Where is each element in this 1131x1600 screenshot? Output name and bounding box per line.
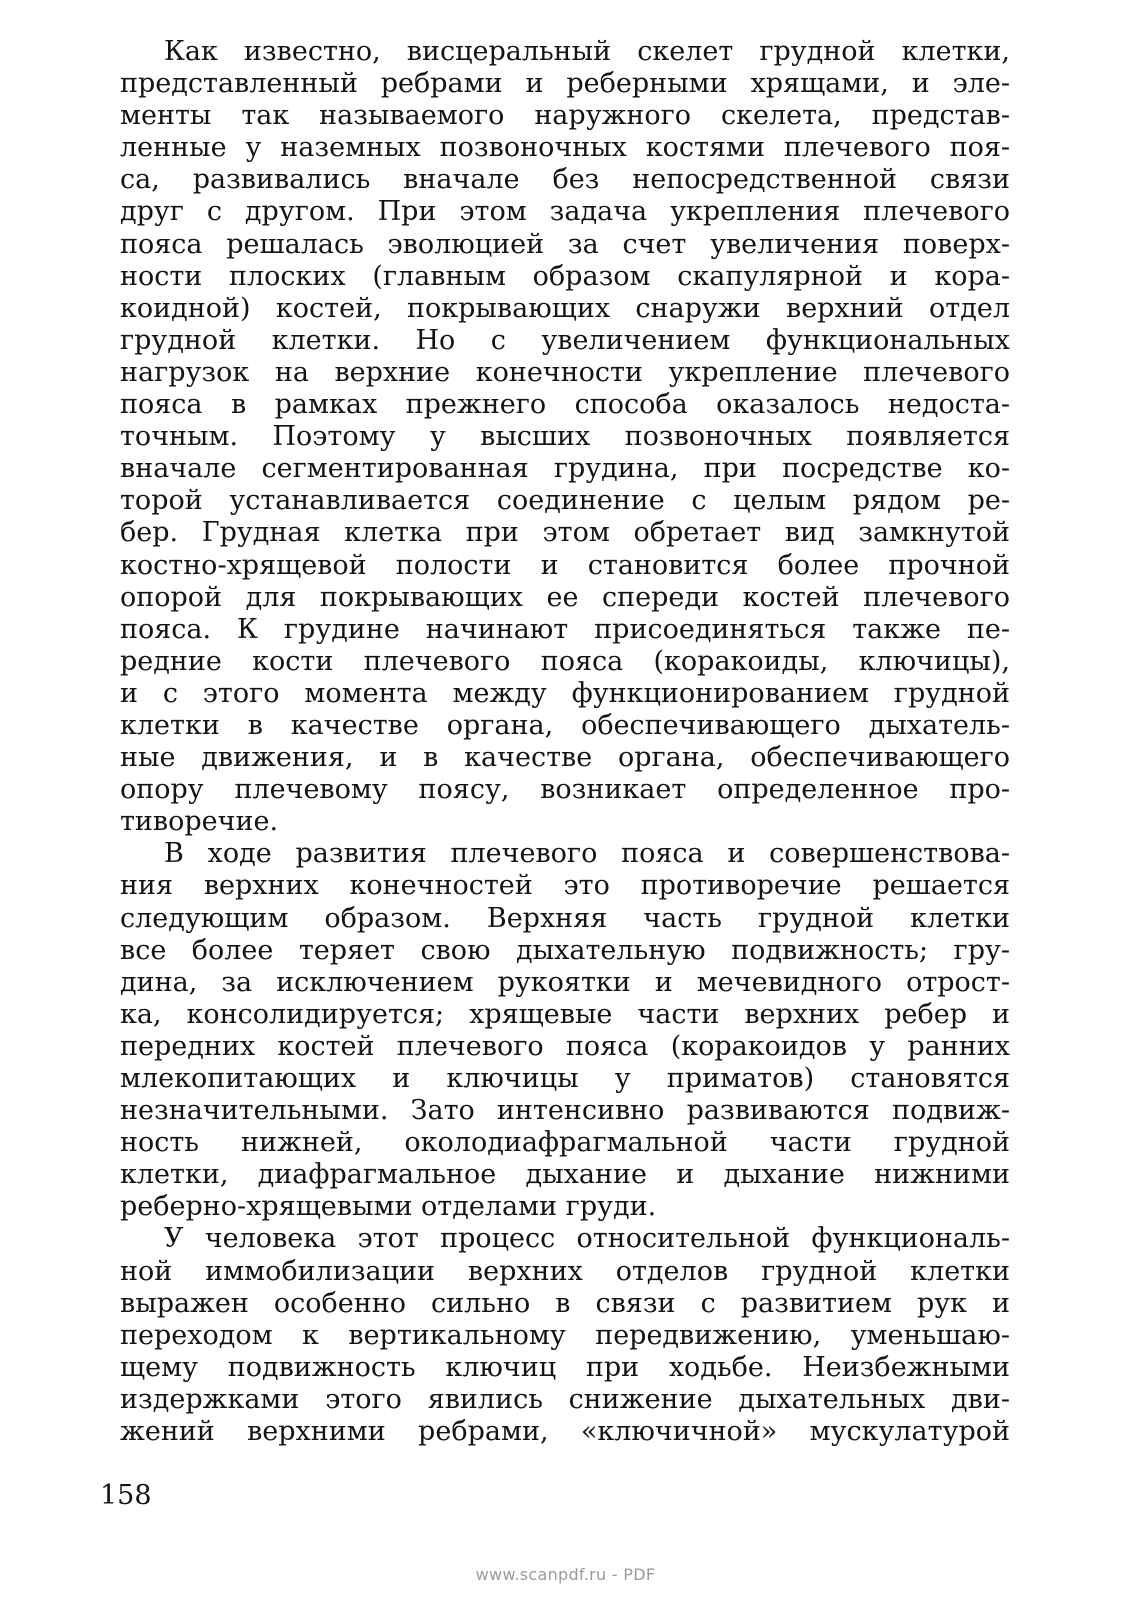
- text-line: передних костей плечевого пояса (коракоидов у ранних: [120, 1030, 1010, 1062]
- text-line: щему подвижность ключиц при ходьбе. Неизбежными: [120, 1351, 1010, 1383]
- text-line: выражен особенно сильно в связи с развитием рук и: [120, 1287, 1010, 1319]
- text-line: дина, за исключением рукоятки и мечевидного отрост-: [120, 966, 1010, 998]
- text-line: ной иммобилизации верхних отделов грудной клетки: [120, 1255, 1010, 1287]
- text-line: В ходе развития плечевого пояса и совершенствова-: [164, 838, 1010, 870]
- page-number: 158: [100, 1480, 152, 1511]
- text-line: пояса решалась эволюцией за счет увеличения поверх-: [120, 228, 1010, 260]
- text-line: точным. Поэтому у высших позвоночных появляется: [120, 421, 1010, 453]
- text-line: ка, консолидируется; хрящевые части верхних ребер и: [120, 998, 1010, 1030]
- text-line: представленный ребрами и реберными хрящами, и эле-: [120, 68, 1010, 100]
- text-line: незначительными. Зато интенсивно развиваются подвиж-: [120, 1095, 1010, 1127]
- text-line: пояса. К грудине начинают присоединяться также пе-: [120, 613, 1010, 645]
- text-line: клетки, диафрагмальное дыхание и дыхание нижними: [120, 1159, 1010, 1191]
- text-line: опору плечевому поясу, возникает определенное про-: [120, 774, 1010, 806]
- text-line: и с этого момента между функционированием грудной: [120, 677, 1010, 709]
- text-line: редние кости плечевого пояса (коракоиды, ключицы),: [120, 645, 1010, 677]
- text-line: бер. Грудная клетка при этом обретает вид замкнутой: [120, 517, 1010, 549]
- text-line: вначале сегментированная грудина, при посредстве ко-: [120, 453, 1010, 485]
- text-line: ные движения, и в качестве органа, обеспечивающего: [120, 742, 1010, 774]
- body-text: [120, 36, 1010, 1448]
- text-line: грудной клетки. Но с увеличением функциональных: [120, 324, 1010, 356]
- text-line: торой устанавливается соединение с целым рядом ре-: [120, 485, 1010, 517]
- text-line: клетки в качестве органа, обеспечивающего дыхатель-: [120, 709, 1010, 741]
- text-line: жений верхними ребрами, «ключичной» мускулатурой: [120, 1416, 1010, 1448]
- text-line: ленные у наземных позвоночных костями плечевого поя-: [120, 132, 1010, 164]
- text-line: все более теряет свою дыхательную подвижность; гру-: [120, 934, 1010, 966]
- text-line: костно-хрящевой полости и становится более прочной: [120, 549, 1010, 581]
- text-line: ности плоских (главным образом скапулярной и кора-: [120, 260, 1010, 292]
- text-line: следующим образом. Верхняя часть грудной клетки: [120, 902, 1010, 934]
- text-line: издержками этого явились снижение дыхательных дви-: [120, 1383, 1010, 1415]
- text-line: са, развивались вначале без непосредственной связи: [120, 164, 1010, 196]
- text-line: менты так называемого наружного скелета, представ-: [120, 100, 1010, 132]
- text-line: реберно-хрящевыми отделами груди.: [120, 1191, 657, 1223]
- text-line: тиворечие.: [120, 806, 279, 838]
- text-line: пояса в рамках прежнего способа оказалось недоста-: [120, 389, 1010, 421]
- text-line: друг с другом. При этом задача укрепления плечевого: [120, 196, 1010, 228]
- text-line: млекопитающих и ключицы у приматов) становятся: [120, 1063, 1010, 1094]
- text-line: ность нижней, околодиафрагмальной части грудной: [120, 1127, 1010, 1159]
- text-line: коидной) костей, покрывающих снаружи верхний отдел: [120, 292, 1010, 324]
- watermark: www.scanpdf.ru - PDF: [475, 1565, 656, 1584]
- text-line: У человека этот процесс относительной функциональ-: [164, 1223, 1010, 1255]
- text-line: ния верхних конечностей это противоречие решается: [120, 870, 1010, 902]
- text-line: переходом к вертикальному передвижению, уменьшаю-: [120, 1319, 1010, 1351]
- text-line: нагрузок на верхние конечности укрепление плечевого: [120, 356, 1010, 388]
- text-line: Как известно, висцеральный скелет грудной клетки,: [164, 36, 1010, 67]
- text-line: опорой для покрывающих ее спереди костей плечевого: [120, 581, 1010, 613]
